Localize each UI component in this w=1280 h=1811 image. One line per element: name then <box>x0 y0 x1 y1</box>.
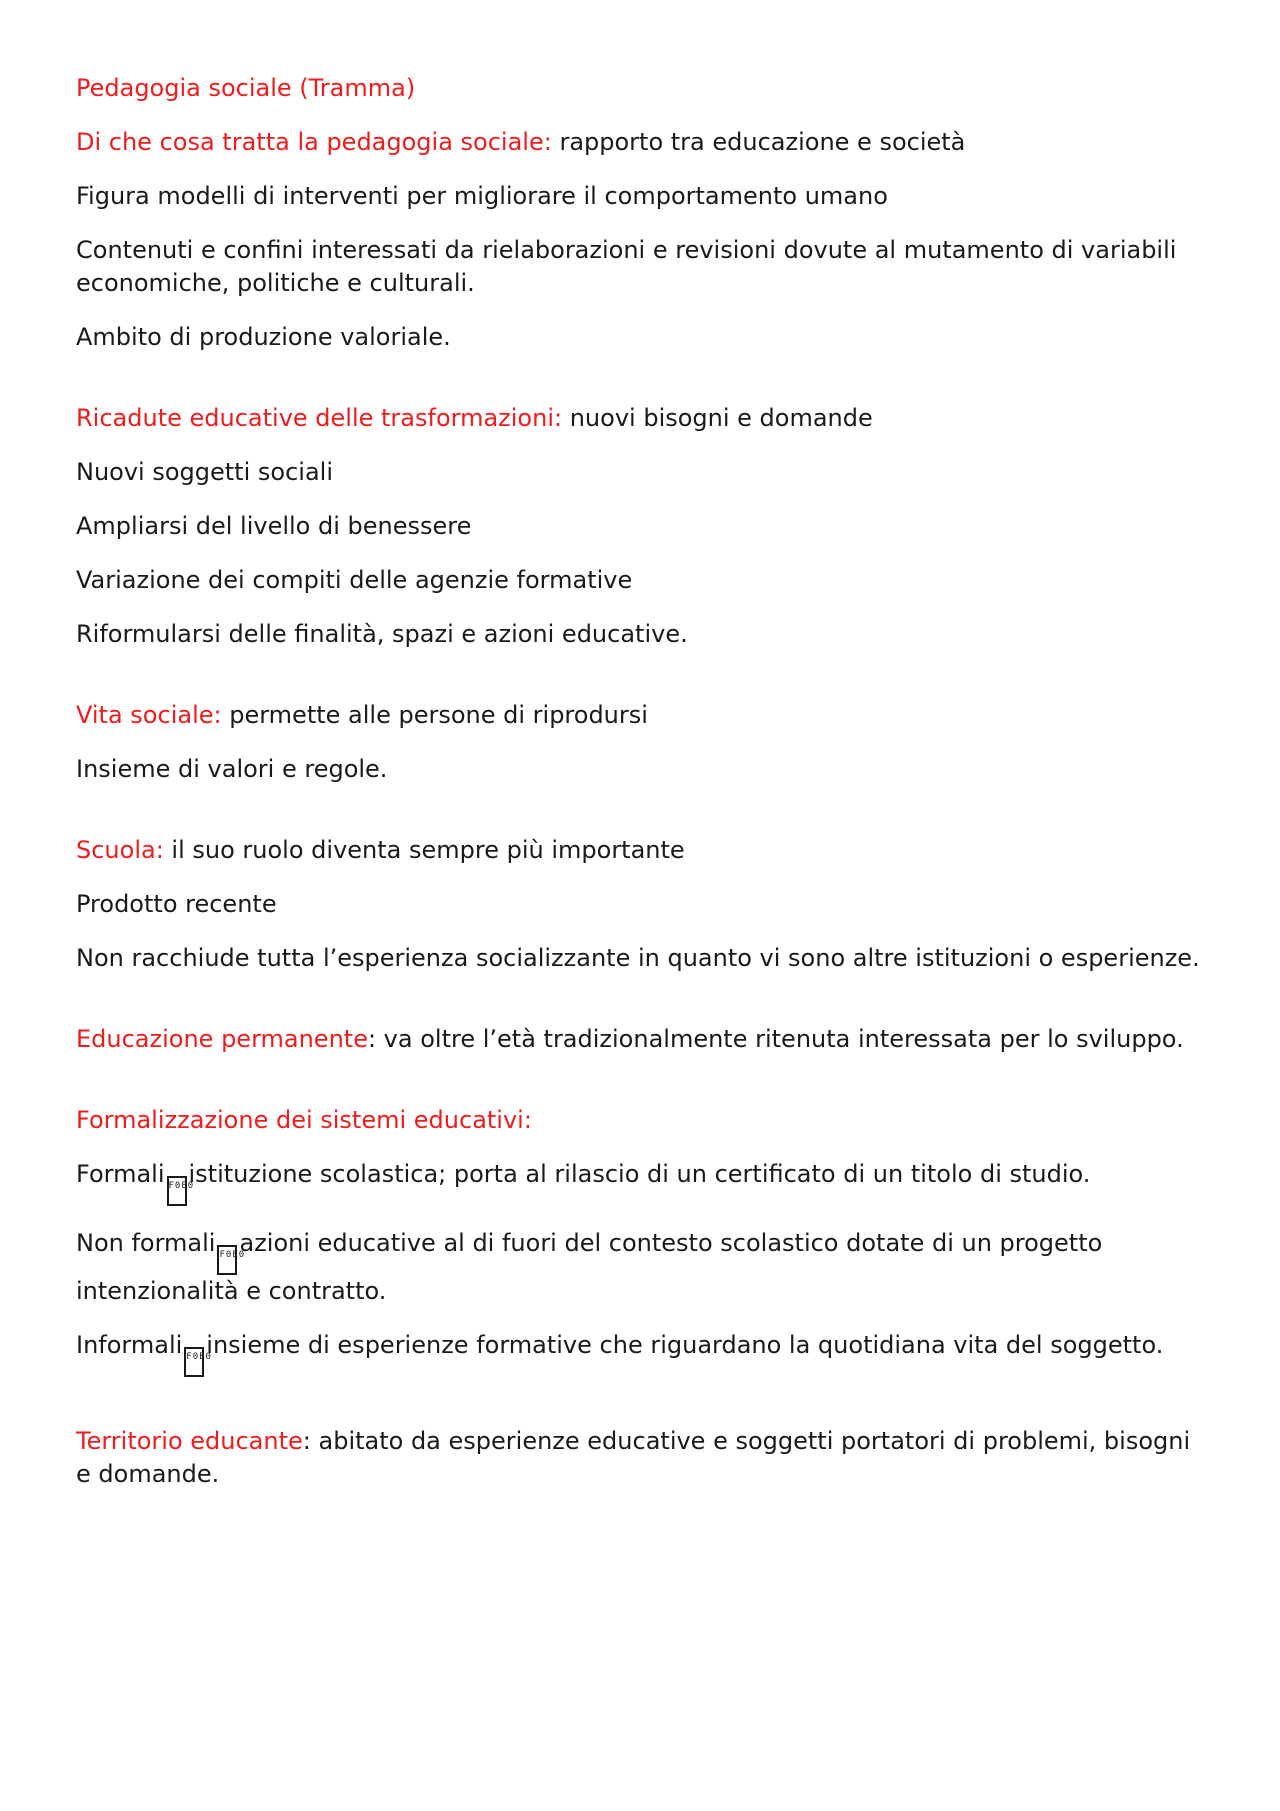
term-informali: Informali <box>76 1331 183 1359</box>
text-ricadute-educative: nuovi bisogni e domande <box>562 404 873 432</box>
text-territorio-educante: : abitato da esperienze educative e soggetti portatori di problemi, bisogni e domande. <box>76 1427 1191 1488</box>
item-formali <box>76 1158 1206 1206</box>
missing-glyph-icon: F0E0 <box>167 1176 187 1206</box>
text-vita-sociale: permette alle persone di riprodursi <box>221 701 648 729</box>
heading-vita-sociale: Vita sociale: <box>76 701 222 729</box>
paragraph-pedagogia-sociale <box>76 126 1206 159</box>
line-ampliarsi-benessere: Ampliarsi del livello di benessere <box>76 512 472 540</box>
line-contenuti-confini: Contenuti e confini interessati da rielaborazioni e revisioni dovute al mutamento di variabili economiche, politiche e culturali. <box>76 236 1177 297</box>
text-scuola: il suo ruolo diventa sempre più importante <box>163 836 685 864</box>
line-non-racchiude: Non racchiude tutta l’esperienza socializzante in quanto vi sono altre istituzioni o esperienze. <box>76 944 1200 972</box>
line-figura-modelli: Figura modelli di interventi per migliorare il comportamento umano <box>76 182 888 210</box>
item-non-formali <box>76 1227 1206 1308</box>
heading-educazione-permanente: Educazione permanente <box>76 1025 368 1053</box>
text-educazione-permanente: : va oltre l’età tradizionalmente ritenuta interessata per lo sviluppo. <box>367 1025 1184 1053</box>
paragraph-vita-sociale <box>76 699 1206 732</box>
document-title: Pedagogia sociale (Tramma) <box>76 74 416 102</box>
line-nuovi-soggetti: Nuovi soggetti sociali <box>76 458 333 486</box>
term-formali: Formali <box>76 1160 165 1188</box>
missing-glyph-icon: F0E0 <box>217 1245 237 1275</box>
paragraph-educazione-permanente <box>76 1023 1206 1056</box>
heading-formalizzazione: Formalizzazione dei sistemi educativi: <box>76 1106 532 1134</box>
text-formali: istituzione scolastica; porta al rilascio di un certificato di un titolo di studio. <box>188 1160 1091 1188</box>
document-page <box>76 72 1206 1512</box>
paragraph-territorio-educante <box>76 1425 1206 1491</box>
line-variazione-compiti: Variazione dei compiti delle agenzie formative <box>76 566 633 594</box>
item-informali <box>76 1329 1206 1377</box>
line-prodotto-recente: Prodotto recente <box>76 890 277 918</box>
text-non-formali: azioni educative al di fuori del contesto scolastico dotate di un progetto intenzionalità e contratto. <box>76 1229 1103 1305</box>
heading-scuola: Scuola: <box>76 836 164 864</box>
term-non-formali: Non formali <box>76 1229 216 1257</box>
missing-glyph-icon: F0E0 <box>184 1347 204 1377</box>
heading-ricadute-educative: Ricadute educative delle trasformazioni: <box>76 404 563 432</box>
text-informali: insieme di esperienze formative che riguardano la quotidiana vita del soggetto. <box>206 1331 1164 1359</box>
line-riformularsi-finalita: Riformularsi delle finalità, spazi e azioni educative. <box>76 620 688 648</box>
line-insieme-valori: Insieme di valori e regole. <box>76 755 388 783</box>
heading-territorio-educante: Territorio educante <box>76 1427 303 1455</box>
paragraph-ricadute-educative <box>76 402 1206 435</box>
paragraph-scuola <box>76 834 1206 867</box>
text-pedagogia-sociale: rapporto tra educazione e società <box>551 128 966 156</box>
line-ambito-produzione: Ambito di produzione valoriale. <box>76 323 451 351</box>
heading-pedagogia-sociale: Di che cosa tratta la pedagogia sociale: <box>76 128 552 156</box>
